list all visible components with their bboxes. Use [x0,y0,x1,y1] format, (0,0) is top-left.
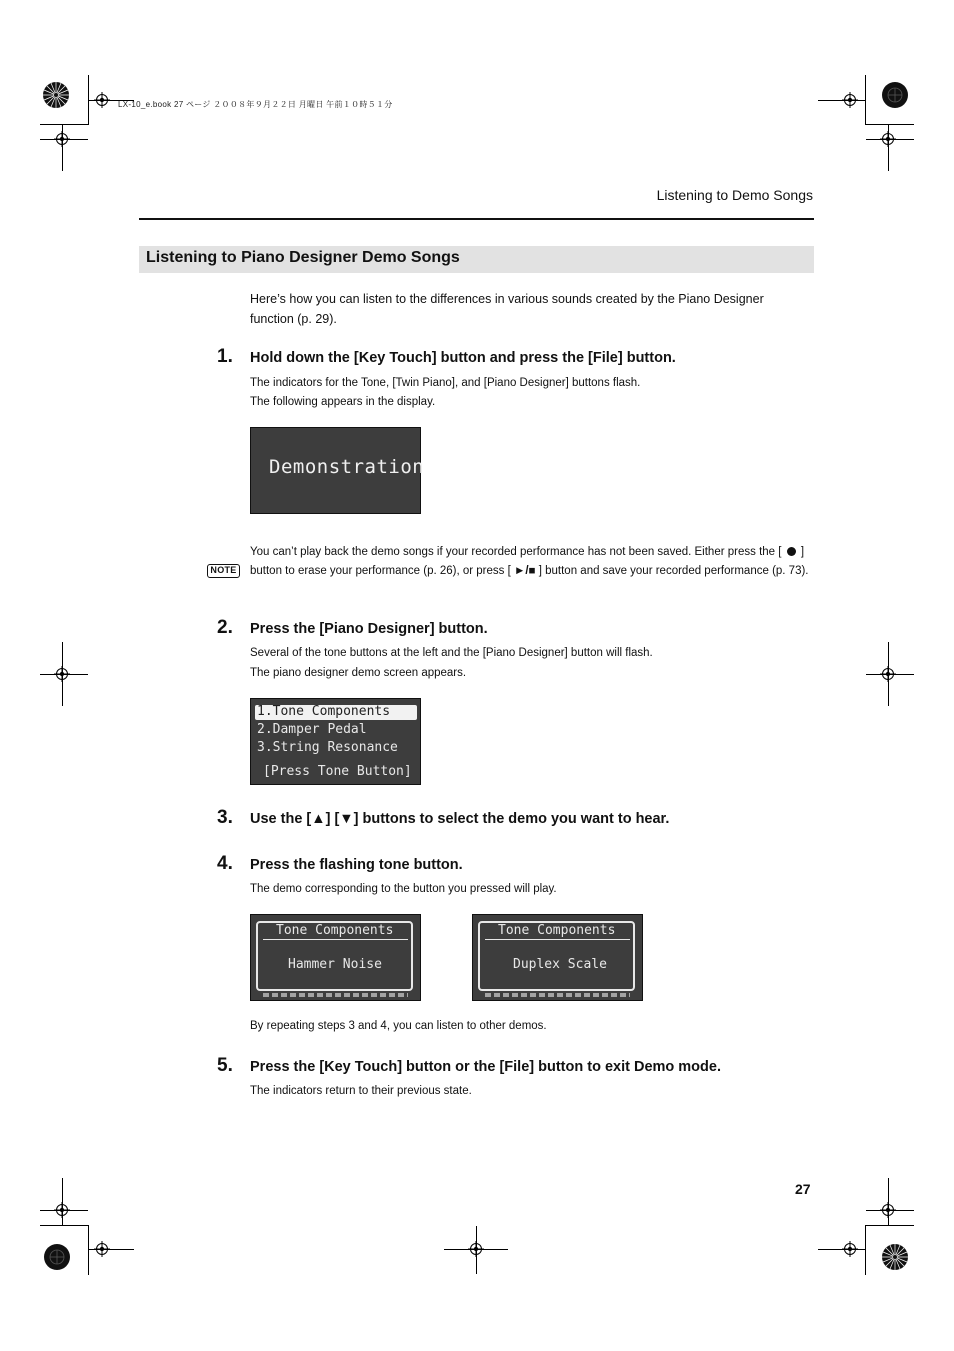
record-dot-icon [787,547,796,556]
lcd-popup-header: Tone Components [498,923,616,938]
step-4-number: 4. [217,853,233,874]
note-text [250,543,810,580]
note-text-part: ] button and save your recorded performance (p. 73). [538,564,809,577]
target-mark-icon [43,1243,71,1271]
step-4-text: The demo corresponding to the button you pressed will play. [250,883,557,895]
page-number: 27 [795,1181,811,1197]
step-4-title: Press the flashing tone button. [250,857,463,873]
lcd-menu-item: 3.String Resonance [257,740,398,755]
lcd-demonstration-screen [250,427,425,514]
registration-mark-icon [468,1241,484,1257]
note-text-part: ] button to erase your performance (p. 26), or press [ [250,546,805,577]
lcd-hidden-footer [485,993,630,997]
sunburst-mark-icon [881,1243,909,1271]
lcd-popup-header: Tone Components [276,923,394,938]
lcd-menu-item-selected: 1.Tone Components [257,704,391,719]
step-5-text: The indicators return to their previous state. [250,1085,472,1097]
lcd-popup-divider [485,939,630,940]
lcd-menu-footer: [Press Tone Button] [263,764,412,779]
registration-mark-icon [880,131,896,147]
step-3-number: 3. [217,807,233,828]
play-stop-icon: ►/■ [514,564,536,577]
registration-mark-icon [54,131,70,147]
repeat-text: By repeating steps 3 and 4, you can listen to other demos. [250,1020,547,1032]
registration-mark-icon [880,1202,896,1218]
lcd-demonstration-text: Demonstration [269,456,425,478]
note-badge: NOTE [207,564,240,578]
lcd-hidden-footer [263,993,408,997]
lcd-demo-playing-screen [472,914,643,1001]
step-3-title: Use the [▲] [▼] buttons to select the demo you want to hear. [250,811,670,827]
registration-mark-icon [842,1241,858,1257]
intro-paragraph: Here’s how you can listen to the differences in various sounds created by the Piano Designer function (p. 29). [250,292,764,326]
step-2-number: 2. [217,617,233,638]
registration-mark-icon [54,666,70,682]
step-1-text: The following appears in the display. [250,396,436,408]
section-title: Listening to Piano Designer Demo Songs [146,249,460,266]
step-2-text: Several of the tone buttons at the left and the [Piano Designer] button will flash. [250,647,653,659]
lcd-demo-playing-screen [250,914,421,1001]
step-1-number: 1. [217,346,233,367]
registration-mark-icon [880,666,896,682]
step-1-title: Hold down the [Key Touch] button and press the [File] button. [250,350,676,366]
step-2-title: Press the [Piano Designer] button. [250,621,488,637]
lcd-popup-value: Hammer Noise [288,957,382,972]
lcd-demo-menu-screen [250,698,421,785]
registration-mark-icon [54,1202,70,1218]
step-2-text: The piano designer demo screen appears. [250,667,467,679]
running-head: Listening to Demo Songs [656,187,813,203]
step-1-text: The indicators for the Tone, [Twin Piano], and [Piano Designer] buttons flash. [250,377,641,389]
registration-mark-icon [842,92,858,108]
registration-mark-icon [94,1241,110,1257]
lcd-popup-value: Duplex Scale [513,957,607,972]
lcd-popup-divider [263,939,408,940]
header-rule [139,218,814,220]
sunburst-mark-icon [42,81,70,109]
step-5-number: 5. [217,1055,233,1076]
note-text-part: You can’t play back the demo songs if your recorded performance has not been saved. Either press the [ [250,546,782,558]
step-5-title: Press the [Key Touch] button or the [File] button to exit Demo mode. [250,1059,721,1075]
lcd-menu-item: 2.Damper Pedal [257,722,367,737]
target-mark-icon [881,81,909,109]
registration-mark-icon [94,92,110,108]
file-info: LX-10_e.book 27 ページ ２００８年９月２２日 月曜日 午前１０時５１分 [118,100,393,109]
